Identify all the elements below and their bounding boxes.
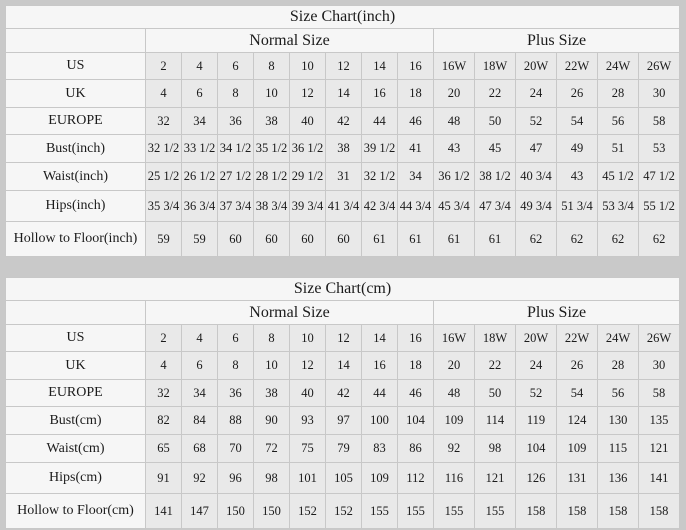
size-value-cell: 109 [557, 435, 598, 463]
column-group-row [6, 29, 680, 53]
size-value-cell: 51 3/4 [557, 191, 598, 222]
size-value-cell: 32 1/2 [362, 163, 398, 191]
size-value-cell: 97 [326, 407, 362, 435]
size-value-cell: 14 [326, 80, 362, 108]
size-value-cell: 109 [362, 463, 398, 494]
size-chart-inch-section [5, 5, 680, 257]
size-value-cell: 38 1/2 [475, 163, 516, 191]
size-value-cell: 43 [434, 135, 475, 163]
size-value-cell: 22W [557, 325, 598, 352]
table-row [6, 494, 680, 529]
size-value-cell: 38 [254, 108, 290, 135]
size-value-cell: 88 [218, 407, 254, 435]
table-row [6, 352, 680, 380]
row-label: UK [6, 80, 146, 108]
size-value-cell: 24 [516, 80, 557, 108]
table-row [6, 53, 680, 80]
size-value-cell: 35 1/2 [254, 135, 290, 163]
size-value-cell: 12 [290, 80, 326, 108]
size-value-cell: 44 [362, 108, 398, 135]
row-label: US [6, 325, 146, 352]
size-value-cell: 52 [516, 108, 557, 135]
row-label: Waist(inch) [6, 163, 146, 191]
size-value-cell: 30 [639, 80, 680, 108]
size-value-cell: 65 [146, 435, 182, 463]
size-value-cell: 52 [516, 380, 557, 407]
size-value-cell: 92 [434, 435, 475, 463]
size-value-cell: 141 [146, 494, 182, 529]
size-value-cell: 83 [362, 435, 398, 463]
size-value-cell: 105 [326, 463, 362, 494]
row-label: EUROPE [6, 380, 146, 407]
size-value-cell: 22 [475, 80, 516, 108]
size-value-cell: 10 [290, 53, 326, 80]
size-value-cell: 25 1/2 [146, 163, 182, 191]
size-value-cell: 59 [182, 222, 218, 257]
size-value-cell: 28 [598, 80, 639, 108]
size-value-cell: 155 [475, 494, 516, 529]
size-value-cell: 36 1/2 [290, 135, 326, 163]
size-value-cell: 6 [218, 53, 254, 80]
table-row [6, 222, 680, 257]
size-value-cell: 49 3/4 [516, 191, 557, 222]
size-value-cell: 2 [146, 53, 182, 80]
size-value-cell: 36 3/4 [182, 191, 218, 222]
size-value-cell: 93 [290, 407, 326, 435]
size-value-cell: 4 [146, 352, 182, 380]
size-value-cell: 152 [326, 494, 362, 529]
size-value-cell: 101 [290, 463, 326, 494]
size-value-cell: 26W [639, 325, 680, 352]
size-value-cell: 34 [182, 380, 218, 407]
row-label: Hollow to Floor(inch) [6, 222, 146, 257]
size-value-cell: 16W [434, 325, 475, 352]
size-value-cell: 22 [475, 352, 516, 380]
size-value-cell: 34 [182, 108, 218, 135]
size-value-cell: 58 [639, 380, 680, 407]
size-chart-inch-table [5, 5, 680, 257]
size-value-cell: 44 3/4 [398, 191, 434, 222]
size-value-cell: 36 [218, 108, 254, 135]
size-value-cell: 14 [362, 325, 398, 352]
size-value-cell: 104 [398, 407, 434, 435]
size-value-cell: 136 [598, 463, 639, 494]
size-value-cell: 112 [398, 463, 434, 494]
size-value-cell: 155 [362, 494, 398, 529]
size-value-cell: 60 [218, 222, 254, 257]
size-value-cell: 50 [475, 108, 516, 135]
size-value-cell: 29 1/2 [290, 163, 326, 191]
size-value-cell: 18W [475, 325, 516, 352]
size-value-cell: 75 [290, 435, 326, 463]
size-value-cell: 46 [398, 108, 434, 135]
table-row [6, 435, 680, 463]
size-value-cell: 20 [434, 352, 475, 380]
size-value-cell: 90 [254, 407, 290, 435]
size-value-cell: 54 [557, 380, 598, 407]
table-title-row [6, 6, 680, 29]
size-value-cell: 31 [326, 163, 362, 191]
size-value-cell: 82 [146, 407, 182, 435]
size-value-cell: 158 [639, 494, 680, 529]
size-value-cell: 155 [434, 494, 475, 529]
row-label: Waist(cm) [6, 435, 146, 463]
size-value-cell: 147 [182, 494, 218, 529]
size-value-cell: 42 [326, 380, 362, 407]
size-value-cell: 60 [326, 222, 362, 257]
size-value-cell: 16W [434, 53, 475, 80]
size-value-cell: 20 [434, 80, 475, 108]
size-value-cell: 30 [639, 352, 680, 380]
size-value-cell: 92 [182, 463, 218, 494]
size-value-cell: 61 [398, 222, 434, 257]
row-label: Hips(cm) [6, 463, 146, 494]
size-value-cell: 47 1/2 [639, 163, 680, 191]
size-value-cell: 38 3/4 [254, 191, 290, 222]
size-value-cell: 48 [434, 108, 475, 135]
size-value-cell: 54 [557, 108, 598, 135]
table-title: Size Chart(inch) [6, 6, 680, 29]
size-value-cell: 60 [254, 222, 290, 257]
size-value-cell: 10 [290, 325, 326, 352]
size-value-cell: 16 [362, 352, 398, 380]
size-value-cell: 38 [254, 380, 290, 407]
size-value-cell: 26 1/2 [182, 163, 218, 191]
size-value-cell: 47 [516, 135, 557, 163]
column-group-header: Normal Size [146, 29, 434, 53]
size-value-cell: 39 3/4 [290, 191, 326, 222]
size-value-cell: 43 [557, 163, 598, 191]
size-value-cell: 109 [434, 407, 475, 435]
size-value-cell: 26 [557, 80, 598, 108]
size-value-cell: 150 [254, 494, 290, 529]
table-row [6, 135, 680, 163]
size-value-cell: 24W [598, 53, 639, 80]
size-value-cell: 40 3/4 [516, 163, 557, 191]
size-chart-cm-section [5, 277, 680, 529]
size-value-cell: 86 [398, 435, 434, 463]
size-value-cell: 61 [362, 222, 398, 257]
size-value-cell: 158 [598, 494, 639, 529]
size-value-cell: 135 [639, 407, 680, 435]
size-value-cell: 124 [557, 407, 598, 435]
corner-empty-cell [6, 29, 146, 53]
row-label: Bust(inch) [6, 135, 146, 163]
size-value-cell: 4 [182, 53, 218, 80]
size-value-cell: 84 [182, 407, 218, 435]
size-value-cell: 61 [434, 222, 475, 257]
row-label: Bust(cm) [6, 407, 146, 435]
row-label: UK [6, 352, 146, 380]
size-value-cell: 46 [398, 380, 434, 407]
size-value-cell: 40 [290, 380, 326, 407]
size-value-cell: 18W [475, 53, 516, 80]
size-value-cell: 115 [598, 435, 639, 463]
table-row [6, 163, 680, 191]
size-value-cell: 28 [598, 352, 639, 380]
row-label: US [6, 53, 146, 80]
column-group-header: Plus Size [434, 301, 680, 325]
size-value-cell: 18 [398, 80, 434, 108]
size-value-cell: 72 [254, 435, 290, 463]
size-value-cell: 56 [598, 108, 639, 135]
size-value-cell: 62 [557, 222, 598, 257]
size-value-cell: 14 [326, 352, 362, 380]
size-value-cell: 55 1/2 [639, 191, 680, 222]
size-value-cell: 16 [398, 53, 434, 80]
size-value-cell: 2 [146, 325, 182, 352]
size-value-cell: 58 [639, 108, 680, 135]
size-value-cell: 155 [398, 494, 434, 529]
size-value-cell: 44 [362, 380, 398, 407]
size-value-cell: 34 1/2 [218, 135, 254, 163]
size-value-cell: 12 [326, 325, 362, 352]
table-row [6, 191, 680, 222]
size-value-cell: 27 1/2 [218, 163, 254, 191]
table-title-row [6, 278, 680, 301]
size-value-cell: 41 3/4 [326, 191, 362, 222]
size-value-cell: 79 [326, 435, 362, 463]
size-value-cell: 32 [146, 108, 182, 135]
size-value-cell: 158 [516, 494, 557, 529]
size-value-cell: 10 [254, 80, 290, 108]
size-value-cell: 96 [218, 463, 254, 494]
size-value-cell: 14 [362, 53, 398, 80]
size-value-cell: 121 [639, 435, 680, 463]
size-value-cell: 12 [326, 53, 362, 80]
size-value-cell: 26 [557, 352, 598, 380]
size-value-cell: 130 [598, 407, 639, 435]
size-value-cell: 41 [398, 135, 434, 163]
size-value-cell: 40 [290, 108, 326, 135]
size-value-cell: 121 [475, 463, 516, 494]
table-row [6, 108, 680, 135]
size-value-cell: 45 [475, 135, 516, 163]
size-value-cell: 6 [218, 325, 254, 352]
size-value-cell: 141 [639, 463, 680, 494]
size-value-cell: 36 1/2 [434, 163, 475, 191]
size-value-cell: 62 [639, 222, 680, 257]
size-value-cell: 61 [475, 222, 516, 257]
column-group-header: Plus Size [434, 29, 680, 53]
size-value-cell: 53 3/4 [598, 191, 639, 222]
size-value-cell: 100 [362, 407, 398, 435]
size-value-cell: 28 1/2 [254, 163, 290, 191]
size-value-cell: 56 [598, 380, 639, 407]
size-value-cell: 36 [218, 380, 254, 407]
size-value-cell: 48 [434, 380, 475, 407]
size-value-cell: 51 [598, 135, 639, 163]
size-value-cell: 8 [254, 53, 290, 80]
size-value-cell: 68 [182, 435, 218, 463]
size-value-cell: 6 [182, 352, 218, 380]
size-value-cell: 53 [639, 135, 680, 163]
size-value-cell: 158 [557, 494, 598, 529]
size-value-cell: 98 [475, 435, 516, 463]
size-value-cell: 91 [146, 463, 182, 494]
size-value-cell: 119 [516, 407, 557, 435]
size-value-cell: 116 [434, 463, 475, 494]
size-value-cell: 4 [182, 325, 218, 352]
size-value-cell: 114 [475, 407, 516, 435]
size-value-cell: 47 3/4 [475, 191, 516, 222]
column-group-header: Normal Size [146, 301, 434, 325]
size-value-cell: 37 3/4 [218, 191, 254, 222]
size-value-cell: 35 3/4 [146, 191, 182, 222]
size-value-cell: 59 [146, 222, 182, 257]
size-value-cell: 26W [639, 53, 680, 80]
size-value-cell: 4 [146, 80, 182, 108]
size-value-cell: 33 1/2 [182, 135, 218, 163]
row-label: EUROPE [6, 108, 146, 135]
table-row [6, 380, 680, 407]
size-value-cell: 126 [516, 463, 557, 494]
size-value-cell: 98 [254, 463, 290, 494]
size-value-cell: 20W [516, 325, 557, 352]
size-value-cell: 62 [516, 222, 557, 257]
table-title: Size Chart(cm) [6, 278, 680, 301]
size-value-cell: 42 [326, 108, 362, 135]
size-value-cell: 12 [290, 352, 326, 380]
size-value-cell: 62 [598, 222, 639, 257]
size-value-cell: 16 [398, 325, 434, 352]
size-value-cell: 10 [254, 352, 290, 380]
size-value-cell: 20W [516, 53, 557, 80]
size-value-cell: 50 [475, 380, 516, 407]
size-value-cell: 6 [182, 80, 218, 108]
table-row [6, 325, 680, 352]
size-value-cell: 24 [516, 352, 557, 380]
size-value-cell: 42 3/4 [362, 191, 398, 222]
size-value-cell: 24W [598, 325, 639, 352]
size-value-cell: 39 1/2 [362, 135, 398, 163]
table-row [6, 80, 680, 108]
size-value-cell: 34 [398, 163, 434, 191]
size-value-cell: 60 [290, 222, 326, 257]
column-group-row [6, 301, 680, 325]
size-value-cell: 45 3/4 [434, 191, 475, 222]
size-value-cell: 131 [557, 463, 598, 494]
size-value-cell: 70 [218, 435, 254, 463]
size-value-cell: 8 [254, 325, 290, 352]
size-value-cell: 32 1/2 [146, 135, 182, 163]
size-value-cell: 18 [398, 352, 434, 380]
size-value-cell: 150 [218, 494, 254, 529]
table-row [6, 463, 680, 494]
size-value-cell: 16 [362, 80, 398, 108]
size-value-cell: 32 [146, 380, 182, 407]
size-chart-cm-table [5, 277, 680, 529]
size-value-cell: 49 [557, 135, 598, 163]
size-value-cell: 104 [516, 435, 557, 463]
table-row [6, 407, 680, 435]
row-label: Hollow to Floor(cm) [6, 494, 146, 529]
row-label: Hips(inch) [6, 191, 146, 222]
size-value-cell: 22W [557, 53, 598, 80]
size-value-cell: 45 1/2 [598, 163, 639, 191]
corner-empty-cell [6, 301, 146, 325]
size-value-cell: 8 [218, 80, 254, 108]
size-value-cell: 38 [326, 135, 362, 163]
size-value-cell: 8 [218, 352, 254, 380]
size-value-cell: 152 [290, 494, 326, 529]
